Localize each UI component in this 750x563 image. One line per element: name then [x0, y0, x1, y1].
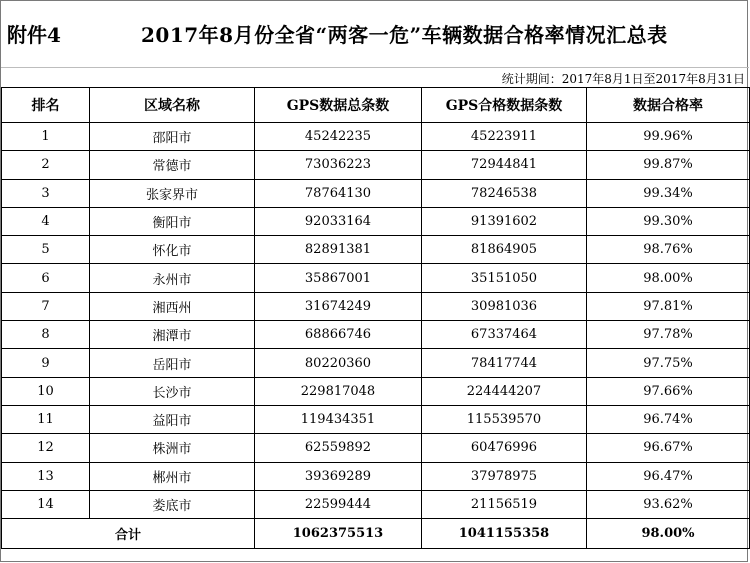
gps-total-cell: 80220360 — [255, 349, 422, 377]
total-row — [2, 519, 750, 549]
rank-cell: 7 — [2, 292, 90, 320]
rank-cell: 1 — [2, 123, 90, 151]
rank-cell: 5 — [2, 236, 90, 264]
gps-valid-cell: 60476996 — [422, 434, 587, 462]
column-header-pass-rate: 数据合格率 — [587, 88, 750, 123]
pass-rate-cell: 98.76% — [587, 236, 750, 264]
pass-rate-cell: 97.66% — [587, 377, 750, 405]
gps-total-cell: 68866746 — [255, 321, 422, 349]
pass-rate-cell: 99.96% — [587, 123, 750, 151]
region-cell: 益阳市 — [90, 405, 255, 433]
pass-rate-cell: 97.78% — [587, 321, 750, 349]
table-row — [2, 349, 750, 377]
rank-cell: 11 — [2, 405, 90, 433]
gps-total-cell: 31674249 — [255, 292, 422, 320]
region-cell: 岳阳市 — [90, 349, 255, 377]
rank-cell: 14 — [2, 490, 90, 518]
table-row — [2, 207, 750, 235]
region-cell: 常德市 — [90, 151, 255, 179]
gps-valid-cell: 35151050 — [422, 264, 587, 292]
region-cell: 湘潭市 — [90, 321, 255, 349]
statistics-period: 统计期间：2017年8月1日至2017年8月31日 — [501, 72, 745, 86]
gps-total-cell: 92033164 — [255, 207, 422, 235]
gps-valid-cell: 21156519 — [422, 490, 587, 518]
table-body — [2, 123, 750, 519]
column-header-gps-valid: GPS合格数据条数 — [422, 88, 587, 123]
pass-rate-cell: 99.30% — [587, 207, 750, 235]
pass-rate-cell: 93.62% — [587, 490, 750, 518]
annex-label: 附件4 — [7, 23, 61, 47]
gps-total-cell: 119434351 — [255, 405, 422, 433]
gps-valid-cell: 81864905 — [422, 236, 587, 264]
pass-rate-cell: 97.81% — [587, 292, 750, 320]
gps-valid-cell: 78246538 — [422, 179, 587, 207]
rank-cell: 10 — [2, 377, 90, 405]
pass-rate-cell: 97.75% — [587, 349, 750, 377]
table-row — [2, 123, 750, 151]
page-title: 2017年8月份全省“两客一危”车辆数据合格率情况汇总表 — [141, 23, 668, 47]
pass-rate-cell: 99.87% — [587, 151, 750, 179]
total-pass-rate: 98.00% — [587, 519, 750, 549]
table-header-row — [2, 88, 750, 123]
pass-rate-cell: 99.34% — [587, 179, 750, 207]
gps-valid-cell: 115539570 — [422, 405, 587, 433]
pass-rate-cell: 96.74% — [587, 405, 750, 433]
column-header-rank: 排名 — [2, 88, 90, 123]
rank-cell: 12 — [2, 434, 90, 462]
gps-total-cell: 73036223 — [255, 151, 422, 179]
region-cell: 张家界市 — [90, 179, 255, 207]
rank-cell: 3 — [2, 179, 90, 207]
table-row — [2, 292, 750, 320]
table-row — [2, 434, 750, 462]
column-header-gps-total: GPS数据总条数 — [255, 88, 422, 123]
region-cell: 湘西州 — [90, 292, 255, 320]
gps-valid-cell: 224444207 — [422, 377, 587, 405]
gps-valid-cell: 78417744 — [422, 349, 587, 377]
rank-cell: 2 — [2, 151, 90, 179]
gps-total-cell: 35867001 — [255, 264, 422, 292]
gps-valid-cell: 67337464 — [422, 321, 587, 349]
region-cell: 长沙市 — [90, 377, 255, 405]
gps-total-cell: 62559892 — [255, 434, 422, 462]
gps-valid-cell: 37978975 — [422, 462, 587, 490]
pass-rate-cell: 98.00% — [587, 264, 750, 292]
statistics-period-row — [1, 67, 749, 88]
gps-total-cell: 82891381 — [255, 236, 422, 264]
rank-cell: 4 — [2, 207, 90, 235]
region-cell: 衡阳市 — [90, 207, 255, 235]
table-row — [2, 236, 750, 264]
table-row — [2, 490, 750, 518]
pass-rate-cell: 96.47% — [587, 462, 750, 490]
total-gps-count: 1062375513 — [255, 519, 422, 549]
table-row — [2, 462, 750, 490]
table-row — [2, 321, 750, 349]
table-row — [2, 179, 750, 207]
region-cell: 永州市 — [90, 264, 255, 292]
gps-total-cell: 22599444 — [255, 490, 422, 518]
region-cell: 株洲市 — [90, 434, 255, 462]
gps-total-cell: 229817048 — [255, 377, 422, 405]
column-header-region: 区域名称 — [90, 88, 255, 123]
region-cell: 郴州市 — [90, 462, 255, 490]
rank-cell: 13 — [2, 462, 90, 490]
region-cell: 怀化市 — [90, 236, 255, 264]
pass-rate-cell: 96.67% — [587, 434, 750, 462]
gps-total-cell: 45242235 — [255, 123, 422, 151]
total-label: 合计 — [2, 519, 255, 549]
gps-total-cell: 39369289 — [255, 462, 422, 490]
total-valid-count: 1041155358 — [422, 519, 587, 549]
gps-valid-cell: 91391602 — [422, 207, 587, 235]
summary-table — [1, 87, 750, 549]
table-row — [2, 405, 750, 433]
gps-valid-cell: 45223911 — [422, 123, 587, 151]
table-row — [2, 377, 750, 405]
table-row — [2, 264, 750, 292]
gps-total-cell: 78764130 — [255, 179, 422, 207]
rank-cell: 8 — [2, 321, 90, 349]
table-row — [2, 151, 750, 179]
rank-cell: 9 — [2, 349, 90, 377]
region-cell: 娄底市 — [90, 490, 255, 518]
region-cell: 邵阳市 — [90, 123, 255, 151]
gps-valid-cell: 72944841 — [422, 151, 587, 179]
title-row — [1, 1, 749, 67]
rank-cell: 6 — [2, 264, 90, 292]
gps-valid-cell: 30981036 — [422, 292, 587, 320]
